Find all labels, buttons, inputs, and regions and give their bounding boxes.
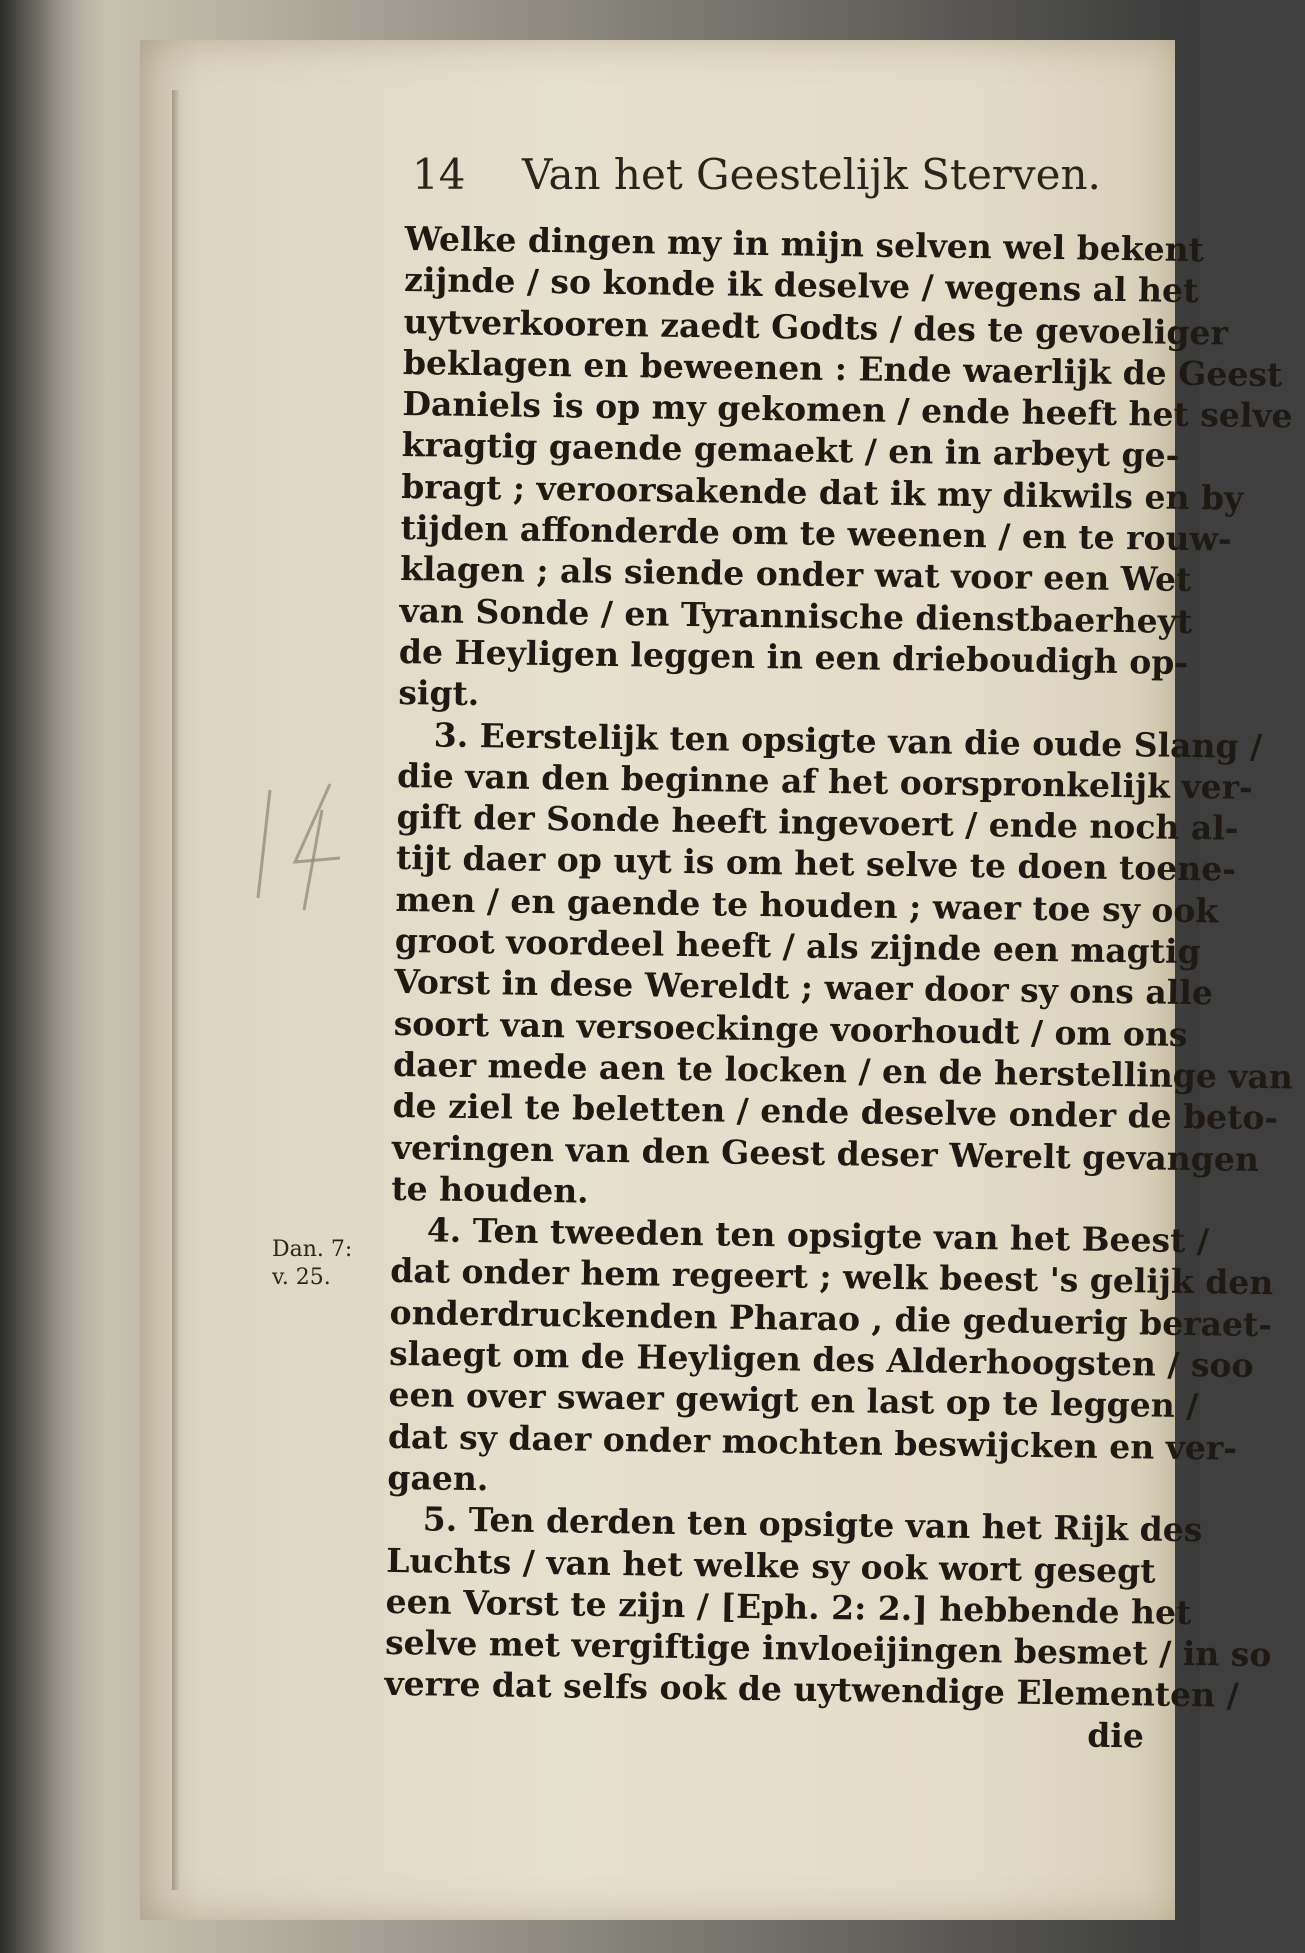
text-line: selve met vergiftige invloeijingen besmet / in so xyxy=(384,1622,1272,1675)
page-number: 14 xyxy=(412,150,466,199)
running-title: Van het Geestelijk Sterven. xyxy=(522,150,1101,199)
body-text xyxy=(384,218,1294,1756)
catchword: die xyxy=(1087,1715,1145,1756)
text-line: dat sy daer onder mochten beswijcken en ver- xyxy=(387,1416,1238,1468)
text-line: klagen ; als siende onder wat voor een Wet xyxy=(399,549,1192,600)
text-line: sigt. xyxy=(398,673,480,714)
margin-note xyxy=(272,1236,352,1292)
text-line: tijden affonderde om te weenen / en te rouw- xyxy=(400,508,1232,559)
text-line: te houden. xyxy=(391,1168,589,1211)
text-line: een over swaer gewigt en last op te leggen / xyxy=(388,1375,1199,1426)
text-line: Vorst in dese Wereldt ; waer door sy ons alle xyxy=(394,962,1214,1013)
text-line: de ziel te beletten / ende deselve onder de beto- xyxy=(392,1086,1279,1138)
text-line: soort van versoeckinge voorhoudt / om ons xyxy=(393,1003,1188,1054)
page-gutter xyxy=(172,90,180,1890)
text-line: men / en gaende te houden ; waer toe sy ook xyxy=(395,879,1219,931)
margin-note-line: Dan. 7: xyxy=(272,1237,353,1262)
text-line: Daniels is op my gekomen / ende heeft het selve xyxy=(402,384,1293,436)
pencil-page-mark xyxy=(240,770,350,920)
text-line: de Heyligen leggen in een drieboudigh op- xyxy=(398,631,1189,682)
text-line: kragtig gaende gemaekt / en in arbeyt ge- xyxy=(401,425,1180,476)
text-line: een Vorst te zijn / [Eph. 2: 2.] hebbende het xyxy=(385,1581,1192,1632)
text-line: dat onder hem regeert ; welk beest 's gelijk den xyxy=(390,1251,1274,1303)
text-line: verre dat selfs ook de uytwendige Elementen / xyxy=(384,1664,1239,1716)
text-line: onderdruckenden Pharao , die geduerig beraet- xyxy=(389,1292,1273,1344)
running-head xyxy=(412,150,1101,199)
text-line: Luchts / van het welke sy ook wort gesegt xyxy=(385,1540,1156,1591)
text-line: 4. Ten tweeden ten opsigte van het Beest / xyxy=(426,1210,1210,1261)
text-line: daer mede aen te locken / en de herstellinge van xyxy=(392,1044,1294,1097)
text-line: tijt daer op uyt is om het selve te doen toene- xyxy=(395,838,1237,890)
text-line: gaen. xyxy=(387,1457,489,1499)
text-line: bragt ; veroorsakende dat ik my dikwils en by xyxy=(400,466,1244,518)
text-line: 5. Ten derden ten opsigte van het Rijk des xyxy=(422,1499,1203,1550)
text-line: slaegt om de Heyligen des Alderhoogsten / soo xyxy=(388,1333,1254,1385)
text-line: zijnde / so konde ik deselve / wegens al het xyxy=(403,260,1199,311)
text-line: van Sonde / en Tyrannische dienstbaerheyt xyxy=(399,590,1193,641)
text-line: veringen van den Geest deser Werelt gevangen xyxy=(391,1127,1260,1179)
text-line: Welke dingen my in mijn selven wel bekent xyxy=(404,218,1205,270)
text-line: gift der Sonde heeft ingevoert / ende noch al- xyxy=(396,797,1239,848)
text-line: 3. Eerstelijk ten opsigte van die oude Slang / xyxy=(433,715,1263,766)
text-line: groot voordeel heeft / als zijnde een magtig xyxy=(394,920,1201,972)
text-line: beklagen en beweenen : Ende waerlijk de Geest xyxy=(402,342,1283,395)
text-line: uytverkooren zaedt Godts / des te gevoeliger xyxy=(403,301,1229,353)
margin-note-line: v. 25. xyxy=(272,1265,331,1290)
text-line: die van den beginne af het oorspronkelijk ver- xyxy=(396,755,1253,807)
